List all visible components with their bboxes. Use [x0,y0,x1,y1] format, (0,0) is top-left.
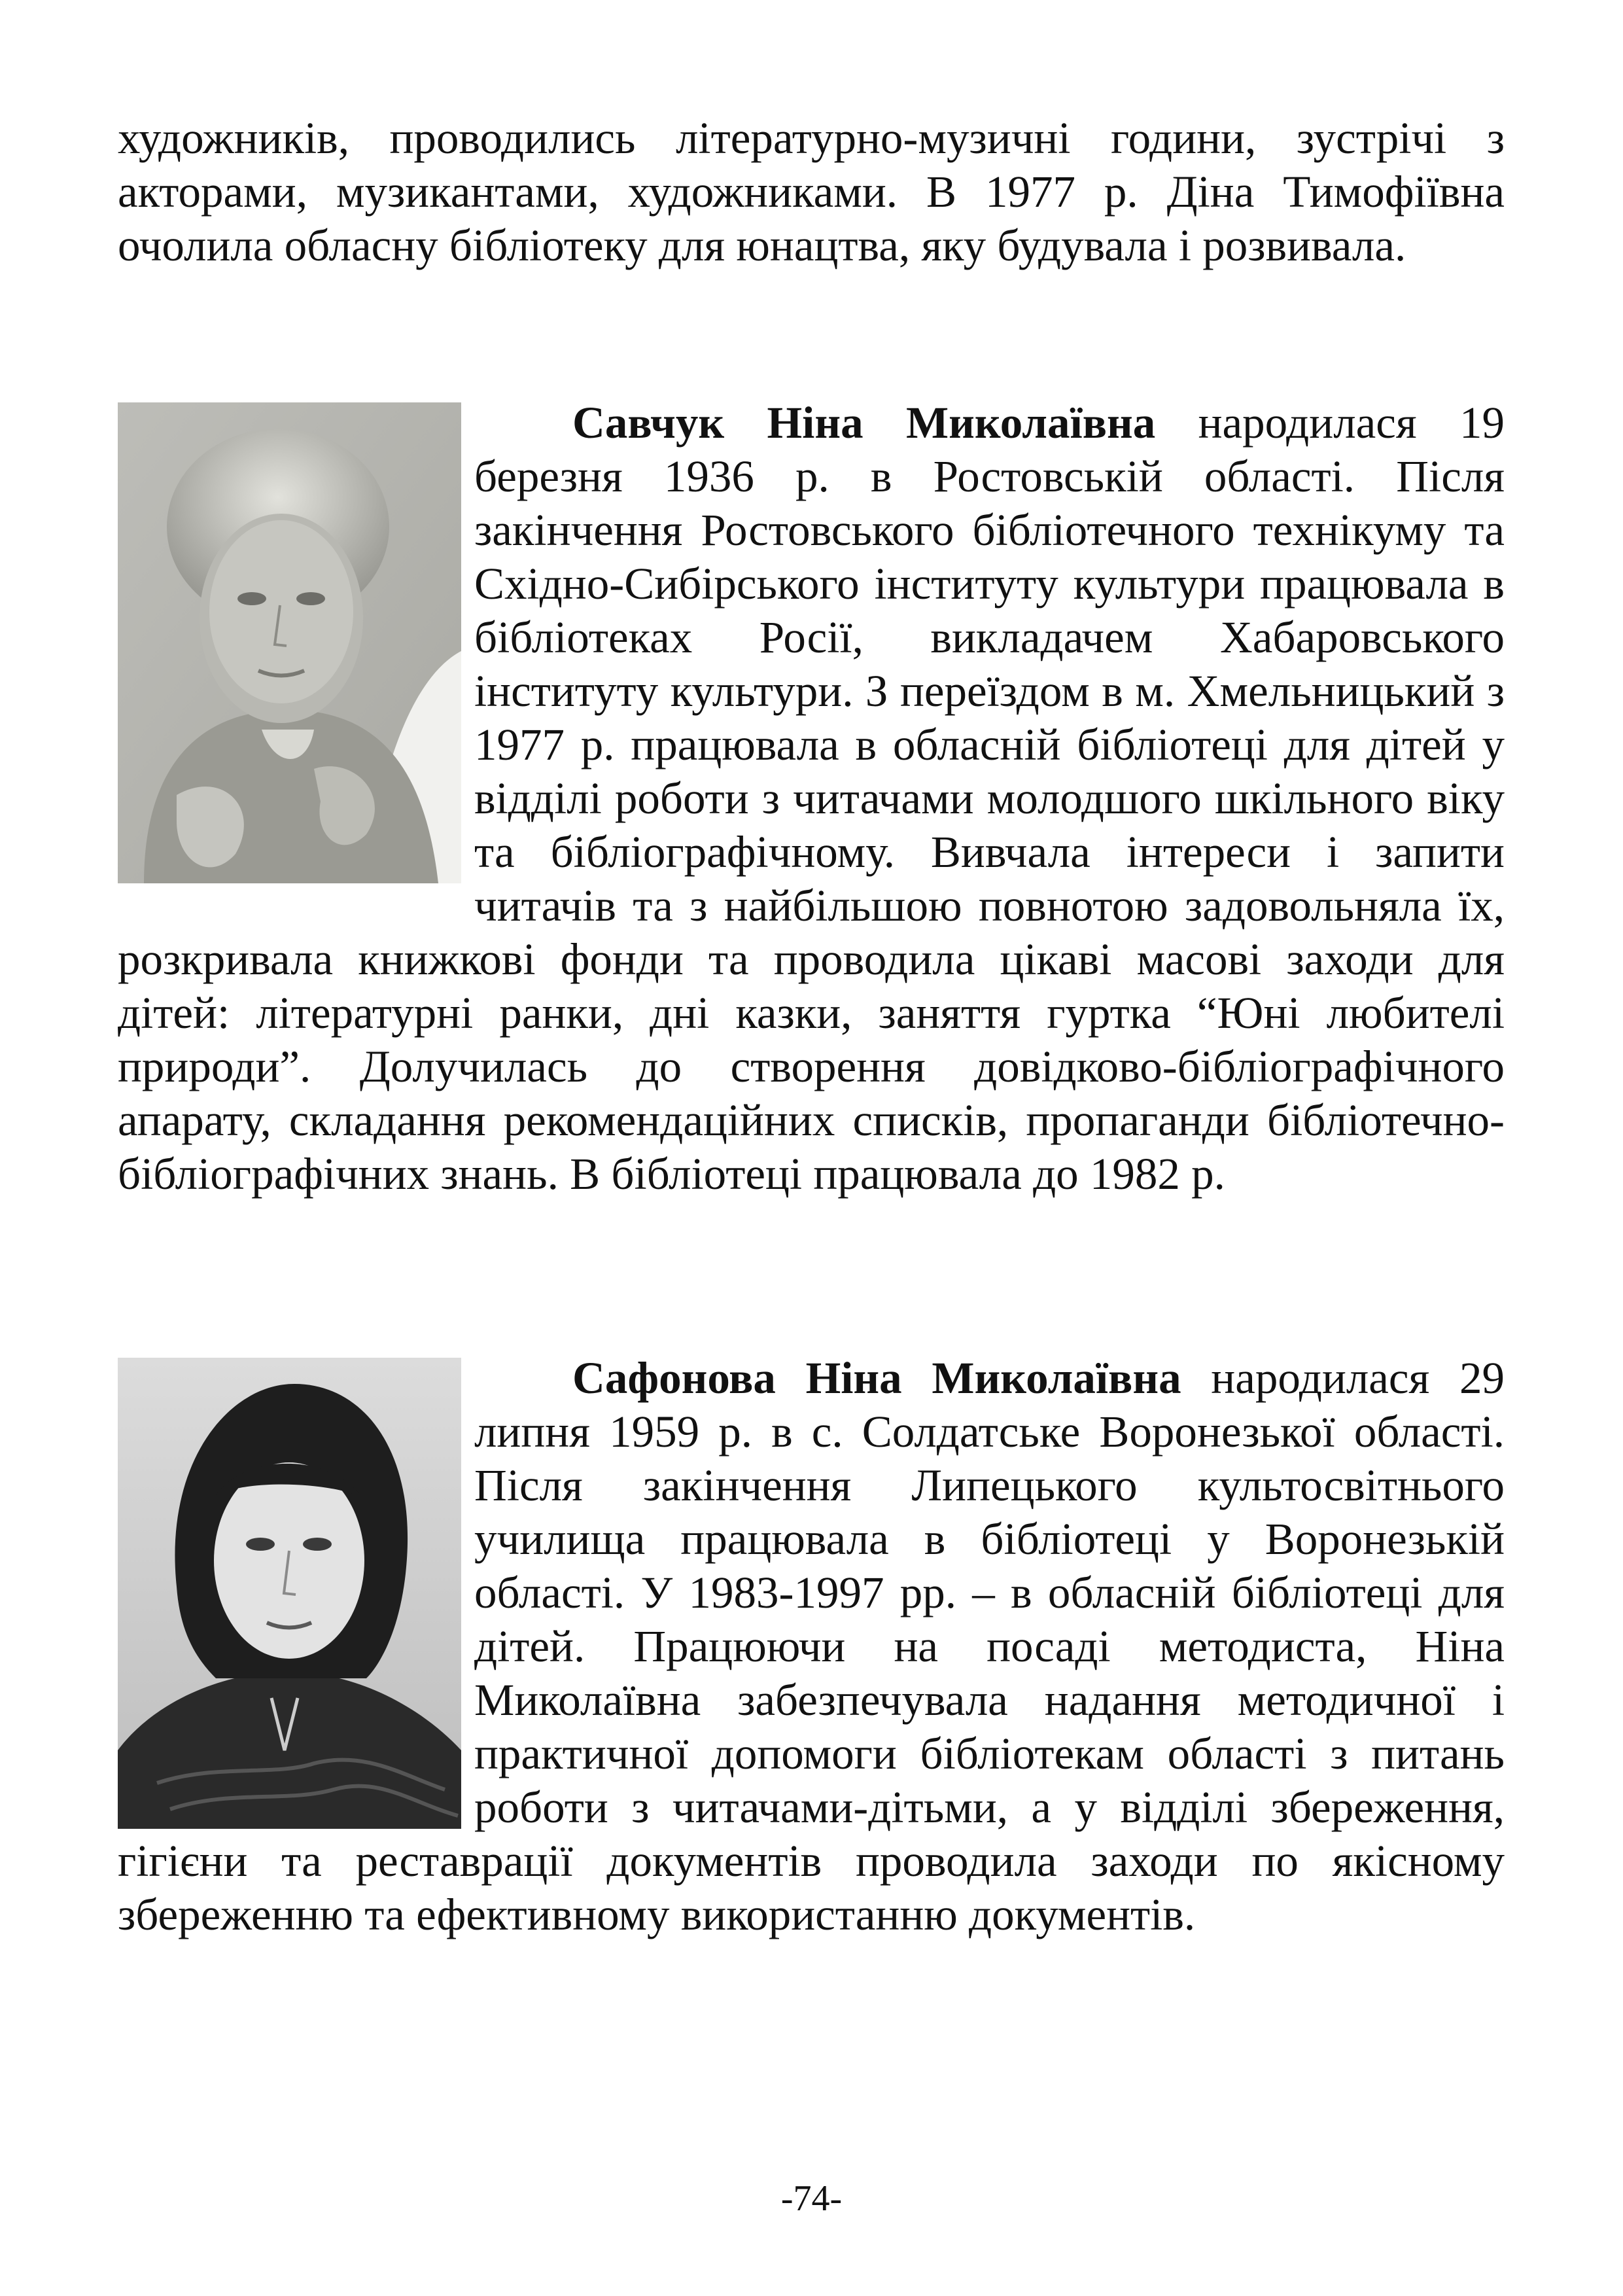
bio-name-savchuk: Савчук Ніна Миколаївна [572,398,1156,448]
bio-text-safonova: народилася 29 липня 1959 р. в с. Солдатське Воронезької області. Після закінчення Липецького культосвітнього училища працювала в бібліотеці у Воронезькій області. У 1983-1997 рр. – в обласній бібліотеці для дітей. Працюючи на посаді методиста, Ніна Миколаївна забезпечувала надання методичної і практичної допомоги бібліотекам області з питань роботи з читачами-дітьми, а у відділі збереження, гігієни та реставрації документів проводила заходи по якісному збереженню та ефективному використанню документів. [118,1353,1505,1939]
bio-savchuk [118,396,1505,1201]
intro-paragraph [118,111,1505,272]
intro-text: художників, проводились літературно-музичні години, зустрічі з акторами, музикантами, художниками. В 1977 р. Діна Тимофіївна очолила обласну бібліотеку для юнацтва, яку будувала і розвивала. [118,113,1505,270]
bio-safonova [118,1351,1505,1941]
bio-text-savchuk: народилася 19 березня 1936 р. в Ростовській області. Після закінчення Ростовського бібліотечного технікуму та Східно-Сибірського інституту культури працювала в бібліотеках Росії, викладачем Хабаровського інституту культури. З переїздом в м. Хмельницький з 1977 р. працювала в обласній бібліотеці для дітей у відділі роботи з читачами молодшого шкільного віку та бібліографічному. Вивчала інтереси і запити читачів та з найбільшою повнотою задовольняла їх, розкривала книжкові фонди та проводила цікаві масові заходи для дітей: літературні ранки, дні казки, заняття гуртка “Юні любителі природи”. Долучилась до створення довідково-бібліографічного апарату, складання рекомендаційних списків, пропаганди бібліотечно-бібліографічних знань. В бібліотеці працювала до 1982 р. [118,398,1505,1199]
portrait-photo-savchuk [118,402,461,883]
portrait-photo-safonova [118,1358,461,1829]
bio-name-safonova: Сафонова Ніна Миколаївна [572,1353,1181,1403]
page-number: -74- [780,2178,843,2219]
